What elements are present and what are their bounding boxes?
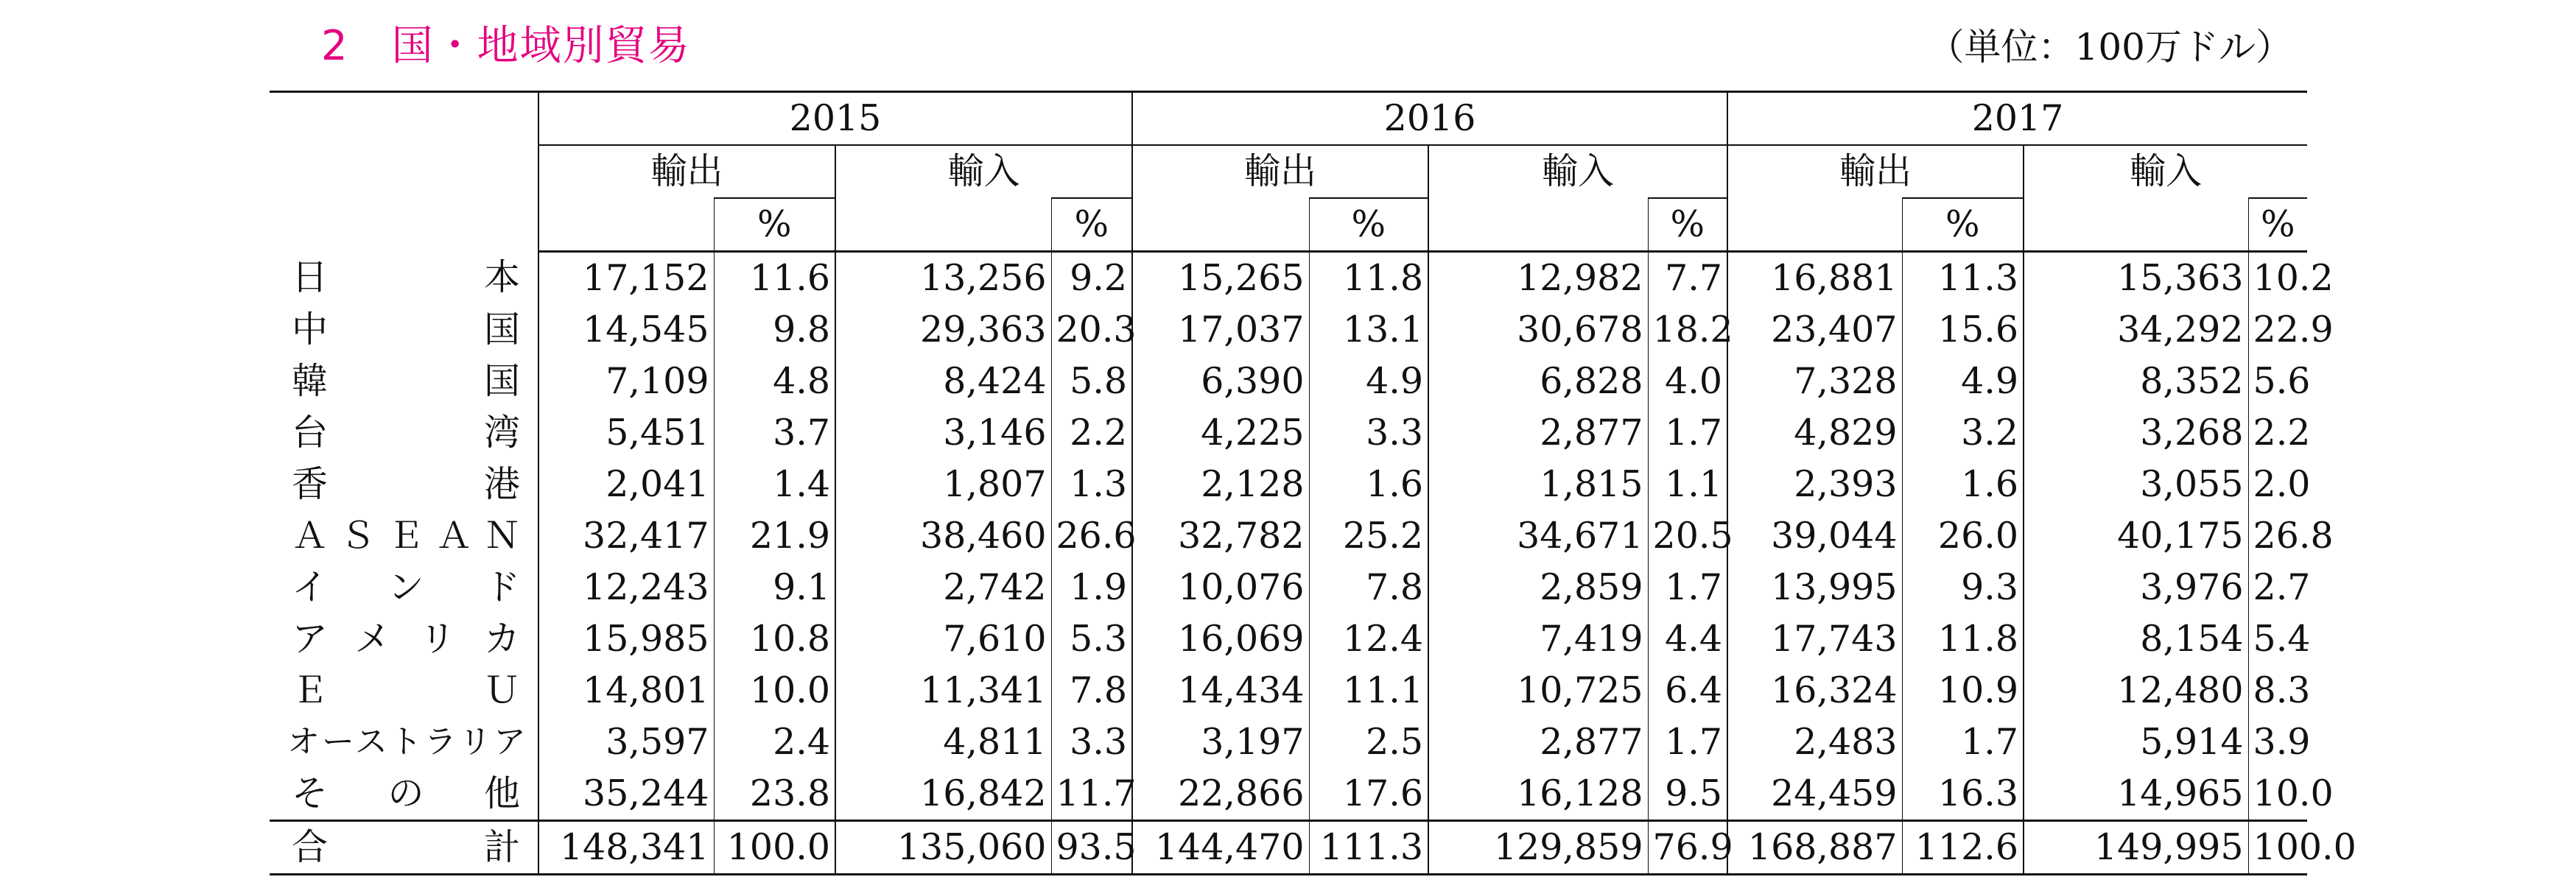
row-label: 合 計 [270,821,538,875]
percent-cell: 111.3 [1309,821,1428,875]
value-cell: 3,055 [2024,459,2248,510]
percent-cell: 22.9 [2248,304,2307,356]
value-cell: 2,742 [835,562,1051,613]
percent-cell: 11.7 [1051,768,1132,821]
value-cell: 13,256 [835,252,1051,305]
value-cell: 23,407 [1727,304,1902,356]
value-cell: 8,424 [835,356,1051,407]
header-corner [270,92,538,252]
value-cell: 16,324 [1727,665,1902,716]
percent-cell: 11.3 [1902,252,2024,305]
year-header-row [270,92,2307,146]
value-cell: 10,725 [1428,665,1648,716]
value-cell: 7,419 [1428,613,1648,665]
trade-table [270,91,2356,875]
percent-cell: 18.2 [1648,304,1727,356]
percent-cell: 4.0 [1648,356,1727,407]
value-cell: 16,069 [1132,613,1309,665]
value-cell: 3,146 [835,407,1051,459]
value-cell: 15,985 [538,613,714,665]
percent-header-row [270,198,2307,252]
value-cell: 12,480 [2024,665,2248,716]
percent-cell: 16.3 [1902,768,2024,821]
percent-cell: 1.6 [1309,459,1428,510]
percent-cell: 1.4 [714,459,835,510]
value-cell: 3,597 [538,716,714,768]
value-cell: 39,044 [1727,510,1902,562]
value-cell: 17,152 [538,252,714,305]
value-cell: 6,390 [1132,356,1309,407]
percent-cell: 3.7 [714,407,835,459]
value-subheader [2024,198,2248,252]
value-cell: 14,545 [538,304,714,356]
percent-cell: 2.0 [2248,459,2307,510]
percent-cell: 7.8 [1051,665,1132,716]
row-label: ＡＳＥＡＮ [292,515,520,557]
percent-cell: 4.9 [1309,356,1428,407]
value-cell: 12,982 [1428,252,1648,305]
percent-cell: 4.8 [714,356,835,407]
percent-cell: 3.3 [1309,407,1428,459]
percent-cell: 10.9 [1902,665,2024,716]
percent-header: % [1648,198,1727,252]
value-cell: 5,914 [2024,716,2248,768]
percent-header: % [1309,198,1428,252]
export-header: 輸出 [538,145,835,198]
value-cell: 16,881 [1727,252,1902,305]
value-cell: 3,268 [2024,407,2248,459]
row-label: 日 本 [292,256,520,299]
table-row [270,252,2307,305]
percent-cell: 5.6 [2248,356,2307,407]
percent-cell: 1.3 [1051,459,1132,510]
value-cell: 16,128 [1428,768,1648,821]
percent-cell: 10.0 [2248,768,2307,821]
percent-cell: 7.7 [1648,252,1727,305]
percent-cell: 6.4 [1648,665,1727,716]
value-cell: 2,859 [1428,562,1648,613]
percent-cell: 20.3 [1051,304,1132,356]
value-cell: 168,887 [1727,821,1902,875]
title-text: 国・地域別貿易 [391,22,691,70]
percent-cell: 1.1 [1648,459,1727,510]
export-header: 輸出 [1132,145,1428,198]
value-cell: 3,976 [2024,562,2248,613]
percent-cell: 1.9 [1051,562,1132,613]
table-row [270,459,2307,510]
flow-header-row [270,145,2307,198]
percent-cell: 11.8 [1309,252,1428,305]
row-label: オーストラリア [287,723,524,761]
value-cell: 32,782 [1132,510,1309,562]
value-subheader [538,198,714,252]
percent-cell: 17.6 [1309,768,1428,821]
percent-cell: 26.0 [1902,510,2024,562]
value-cell: 144,470 [1132,821,1309,875]
table-row [270,562,2307,613]
export-header: 輸出 [1727,145,2024,198]
percent-cell: 76.9 [1648,821,1727,875]
percent-cell: 11.1 [1309,665,1428,716]
value-cell: 2,877 [1428,716,1648,768]
value-cell: 2,877 [1428,407,1648,459]
percent-cell: 10.2 [2248,252,2307,305]
value-cell: 34,292 [2024,304,2248,356]
year-header: 2017 [1727,92,2307,146]
value-cell: 7,109 [538,356,714,407]
value-cell: 5,451 [538,407,714,459]
value-cell: 149,995 [2024,821,2248,875]
percent-cell: 2.2 [2248,407,2307,459]
value-cell: 17,037 [1132,304,1309,356]
percent-cell: 2.4 [714,716,835,768]
percent-cell: 2.2 [1051,407,1132,459]
value-subheader [1727,198,1902,252]
value-cell: 4,811 [835,716,1051,768]
percent-cell: 3.9 [2248,716,2307,768]
value-cell: 7,328 [1727,356,1902,407]
table-row [270,665,2307,716]
percent-cell: 2.7 [2248,562,2307,613]
value-cell: 3,197 [1132,716,1309,768]
row-label: Ｅ Ｕ [292,669,520,711]
table-row [270,768,2307,821]
percent-cell: 1.7 [1648,716,1727,768]
percent-cell: 11.8 [1902,613,2024,665]
row-label: 韓 国 [292,360,520,402]
percent-cell: 15.6 [1902,304,2024,356]
percent-cell: 9.3 [1902,562,2024,613]
value-cell: 1,807 [835,459,1051,510]
value-cell: 7,610 [835,613,1051,665]
value-cell: 15,265 [1132,252,1309,305]
value-cell: 40,175 [2024,510,2248,562]
percent-header: % [1902,198,2024,252]
percent-header: % [1051,198,1132,252]
value-cell: 14,434 [1132,665,1309,716]
table-row [270,304,2307,356]
title-number: 2 [321,22,349,70]
percent-cell: 12.4 [1309,613,1428,665]
percent-cell: 10.8 [714,613,835,665]
percent-cell: 4.4 [1648,613,1727,665]
value-cell: 8,352 [2024,356,2248,407]
value-cell: 2,041 [538,459,714,510]
table-row [270,407,2307,459]
import-header: 輸入 [2024,145,2307,198]
total-row [270,821,2307,875]
percent-cell: 5.3 [1051,613,1132,665]
value-cell: 22,866 [1132,768,1309,821]
value-cell: 135,060 [835,821,1051,875]
percent-cell: 4.9 [1902,356,2024,407]
value-cell: 148,341 [538,821,714,875]
value-cell: 14,965 [2024,768,2248,821]
row-label: 台 湾 [292,412,520,454]
percent-cell: 26.8 [2248,510,2307,562]
percent-cell: 21.9 [714,510,835,562]
year-header: 2015 [538,92,1132,146]
value-cell: 11,341 [835,665,1051,716]
percent-header: % [714,198,835,252]
value-cell: 35,244 [538,768,714,821]
value-cell: 34,671 [1428,510,1648,562]
table-row [270,613,2307,665]
table-title [321,13,691,72]
percent-cell: 9.1 [714,562,835,613]
percent-cell: 8.3 [2248,665,2307,716]
percent-cell: 100.0 [2248,821,2307,875]
value-cell: 14,801 [538,665,714,716]
percent-header: % [2248,198,2307,252]
percent-cell: 1.7 [1648,562,1727,613]
percent-cell: 9.2 [1051,252,1132,305]
table-row [270,510,2307,562]
percent-cell: 1.7 [1648,407,1727,459]
value-cell: 16,842 [835,768,1051,821]
value-cell: 129,859 [1428,821,1648,875]
import-header: 輸入 [1428,145,1727,198]
percent-cell: 93.5 [1051,821,1132,875]
value-cell: 1,815 [1428,459,1648,510]
year-header: 2016 [1132,92,1727,146]
value-cell: 32,417 [538,510,714,562]
percent-cell: 3.2 [1902,407,2024,459]
value-cell: 29,363 [835,304,1051,356]
percent-cell: 3.3 [1051,716,1132,768]
value-cell: 8,154 [2024,613,2248,665]
row-label: 中 国 [292,309,520,350]
value-cell: 2,128 [1132,459,1309,510]
import-header: 輸入 [835,145,1132,198]
percent-cell: 20.5 [1648,510,1727,562]
percent-cell: 13.1 [1309,304,1428,356]
value-cell: 13,995 [1727,562,1902,613]
percent-cell: 112.6 [1902,821,2024,875]
value-cell: 17,743 [1727,613,1902,665]
value-cell: 10,076 [1132,562,1309,613]
value-subheader [835,198,1051,252]
percent-cell: 100.0 [714,821,835,875]
value-cell: 15,363 [2024,252,2248,305]
row-label: アメリカ [292,618,520,660]
percent-cell: 11.6 [714,252,835,305]
value-cell: 2,393 [1727,459,1902,510]
percent-cell: 2.5 [1309,716,1428,768]
percent-cell: 1.7 [1902,716,2024,768]
value-subheader [1428,198,1648,252]
value-cell: 38,460 [835,510,1051,562]
percent-cell: 23.8 [714,768,835,821]
percent-cell: 7.8 [1309,562,1428,613]
row-label: 香 港 [292,463,520,505]
percent-cell: 25.2 [1309,510,1428,562]
percent-cell: 9.8 [714,304,835,356]
row-label: イ ン ド [292,566,520,608]
percent-cell: 5.8 [1051,356,1132,407]
value-subheader [1132,198,1309,252]
table-row [270,716,2307,768]
percent-cell: 5.4 [2248,613,2307,665]
table-body [270,252,2356,875]
value-cell: 4,829 [1727,407,1902,459]
value-cell: 24,459 [1727,768,1902,821]
row-label: そ の 他 [292,772,520,814]
value-cell: 2,483 [1727,716,1902,768]
percent-cell: 26.6 [1051,510,1132,562]
percent-cell: 9.5 [1648,768,1727,821]
value-cell: 6,828 [1428,356,1648,407]
value-cell: 30,678 [1428,304,1648,356]
value-cell: 4,225 [1132,407,1309,459]
percent-cell: 1.6 [1902,459,2024,510]
unit-note: （単位：100万ドル） [1927,26,2292,68]
table-row [270,356,2307,407]
value-cell: 12,243 [538,562,714,613]
percent-cell: 10.0 [714,665,835,716]
